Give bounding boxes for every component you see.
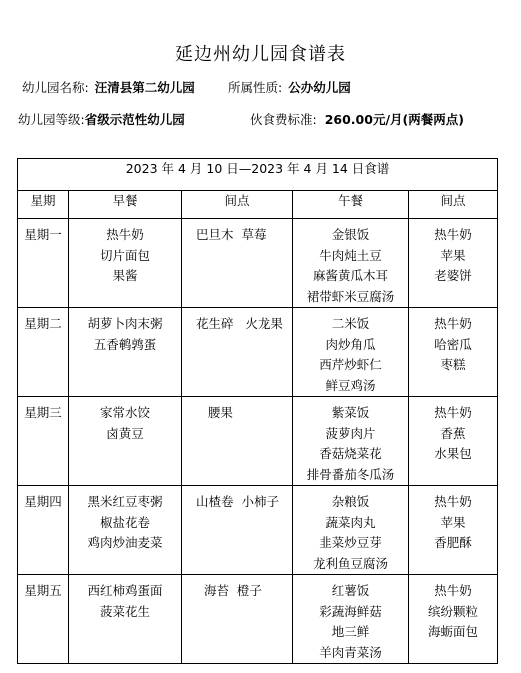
morning-snack-cell	[182, 308, 293, 397]
day-cell: 星期一	[18, 219, 69, 308]
day-cell: 星期三	[18, 397, 69, 486]
menu-item: 切片面包	[99, 247, 150, 263]
menu-item: 热牛奶	[106, 227, 144, 242]
menu-item: 西红柿鸡蛋面	[87, 583, 163, 598]
kindergarten-name-value: 汪清县第二幼儿园	[94, 80, 195, 95]
afternoon-snack-cell	[409, 486, 498, 575]
table-caption-row	[18, 159, 498, 191]
menu-item: 排骨番茄冬瓜汤	[306, 466, 395, 482]
menu-item: 西芹炒虾仁	[319, 357, 382, 372]
menu-item: 龙利鱼豆腐汤	[312, 555, 388, 571]
header-snack-afternoon: 间点	[409, 191, 498, 219]
menu-item: 老婆饼	[434, 268, 472, 283]
breakfast-cell	[69, 575, 182, 664]
fee-value: 260.00元/月(两餐两点)	[324, 112, 464, 127]
lunch-cell	[293, 575, 409, 664]
menu-item: 香蕉	[440, 425, 466, 441]
menu-item: 缤纷颗粒	[428, 603, 479, 619]
menu-item: 巴旦木 草莓	[196, 227, 267, 242]
menu-item: 菠菜花生	[99, 603, 150, 619]
menu-item: 红薯饭	[331, 583, 370, 598]
breakfast-cell	[69, 486, 182, 575]
header-day: 星期	[18, 191, 69, 219]
menu-item: 果酱	[112, 268, 138, 283]
lunch-cell	[293, 219, 409, 308]
menu-item: 牛肉炖土豆	[319, 247, 382, 263]
page-title: 延边州幼儿园食谱表	[175, 44, 346, 65]
day-cell: 星期五	[18, 575, 69, 664]
lunch-cell	[293, 397, 409, 486]
lunch-cell	[293, 486, 409, 575]
lunch-cell	[293, 308, 409, 397]
menu-item: 韭菜炒豆芽	[319, 535, 382, 550]
menu-item: 金银饭	[331, 227, 370, 242]
header-lunch: 午餐	[293, 191, 409, 219]
nature-label: 所属性质:	[228, 80, 283, 95]
morning-snack-cell	[182, 575, 293, 664]
menu-item: 杂粮饭	[331, 494, 370, 509]
menu-item: 羊肉青菜汤	[319, 644, 382, 660]
menu-table	[17, 158, 498, 664]
fee-label: 伙食费标准:	[250, 112, 317, 127]
menu-item: 椒盐花卷	[99, 514, 150, 530]
grade-field	[18, 110, 185, 128]
menu-item: 热牛奶	[434, 494, 472, 509]
menu-item: 黑米红豆枣粥	[87, 494, 163, 509]
morning-snack-cell	[182, 219, 293, 308]
menu-item: 海苔 橙子	[196, 583, 262, 598]
grade-label: 幼儿园等级:	[18, 112, 85, 127]
menu-item: 家常水饺	[99, 405, 150, 420]
menu-item: 哈密瓜	[434, 336, 472, 352]
kindergarten-name-label: 幼儿园名称:	[22, 80, 89, 95]
menu-item: 菠萝肉片	[325, 425, 376, 441]
menu-item: 香肥酥	[434, 535, 472, 550]
table-row	[18, 486, 498, 575]
menu-item: 裙带虾米豆腐汤	[306, 288, 395, 304]
menu-item: 苹果	[440, 247, 466, 263]
menu-item: 热牛奶	[434, 227, 472, 242]
menu-item: 山楂卷 小柿子	[196, 494, 279, 509]
afternoon-snack-cell	[409, 308, 498, 397]
header-breakfast: 早餐	[69, 191, 182, 219]
menu-item: 鲜豆鸡汤	[325, 377, 376, 393]
menu-item: 胡萝卜肉末粥	[87, 316, 163, 331]
menu-item: 热牛奶	[434, 405, 472, 420]
menu-item: 五香鹌鹑蛋	[93, 336, 157, 352]
day-cell: 星期四	[18, 486, 69, 575]
table-row	[18, 219, 498, 308]
menu-item: 地三鲜	[331, 624, 370, 639]
menu-item: 肉炒角瓜	[325, 336, 376, 352]
menu-item: 紫菜饭	[331, 405, 370, 420]
afternoon-snack-cell	[409, 575, 498, 664]
table-header-row	[18, 191, 498, 219]
grade-value: 省级示范性幼儿园	[84, 112, 185, 127]
menu-item: 枣糕	[440, 357, 466, 372]
fee-field	[250, 110, 464, 128]
morning-snack-cell	[182, 486, 293, 575]
menu-item: 腰果	[196, 405, 233, 420]
menu-item: 水果包	[434, 446, 472, 461]
table-row	[18, 308, 498, 397]
menu-item: 麻酱黄瓜木耳	[312, 268, 388, 283]
breakfast-cell	[69, 397, 182, 486]
morning-snack-cell	[182, 397, 293, 486]
menu-item: 苹果	[440, 514, 466, 530]
header-snack-morning: 间点	[182, 191, 293, 219]
breakfast-cell	[69, 308, 182, 397]
afternoon-snack-cell	[409, 219, 498, 308]
menu-item: 彩蔬海鲜菇	[319, 603, 382, 619]
table-caption: 2023 年 4 月 10 日—2023 年 4 月 14 日食谱	[18, 159, 498, 191]
breakfast-cell	[69, 219, 182, 308]
kindergarten-name-field	[22, 78, 195, 96]
menu-item: 二米饭	[331, 316, 370, 331]
menu-item: 热牛奶	[434, 316, 472, 331]
day-cell: 星期二	[18, 308, 69, 397]
menu-item: 卤黄豆	[106, 425, 144, 441]
table-row	[18, 575, 498, 664]
menu-item: 香菇烧菜花	[319, 446, 382, 461]
nature-value: 公办幼儿园	[288, 80, 351, 95]
menu-item: 热牛奶	[434, 583, 472, 598]
menu-item: 海蛎面包	[428, 624, 479, 639]
menu-item: 蔬菜肉丸	[325, 514, 376, 530]
nature-field	[228, 78, 351, 96]
table-row	[18, 397, 498, 486]
menu-item: 鸡肉炒油麦菜	[87, 535, 163, 550]
afternoon-snack-cell	[409, 397, 498, 486]
menu-item: 花生碎 火龙果	[196, 316, 283, 331]
